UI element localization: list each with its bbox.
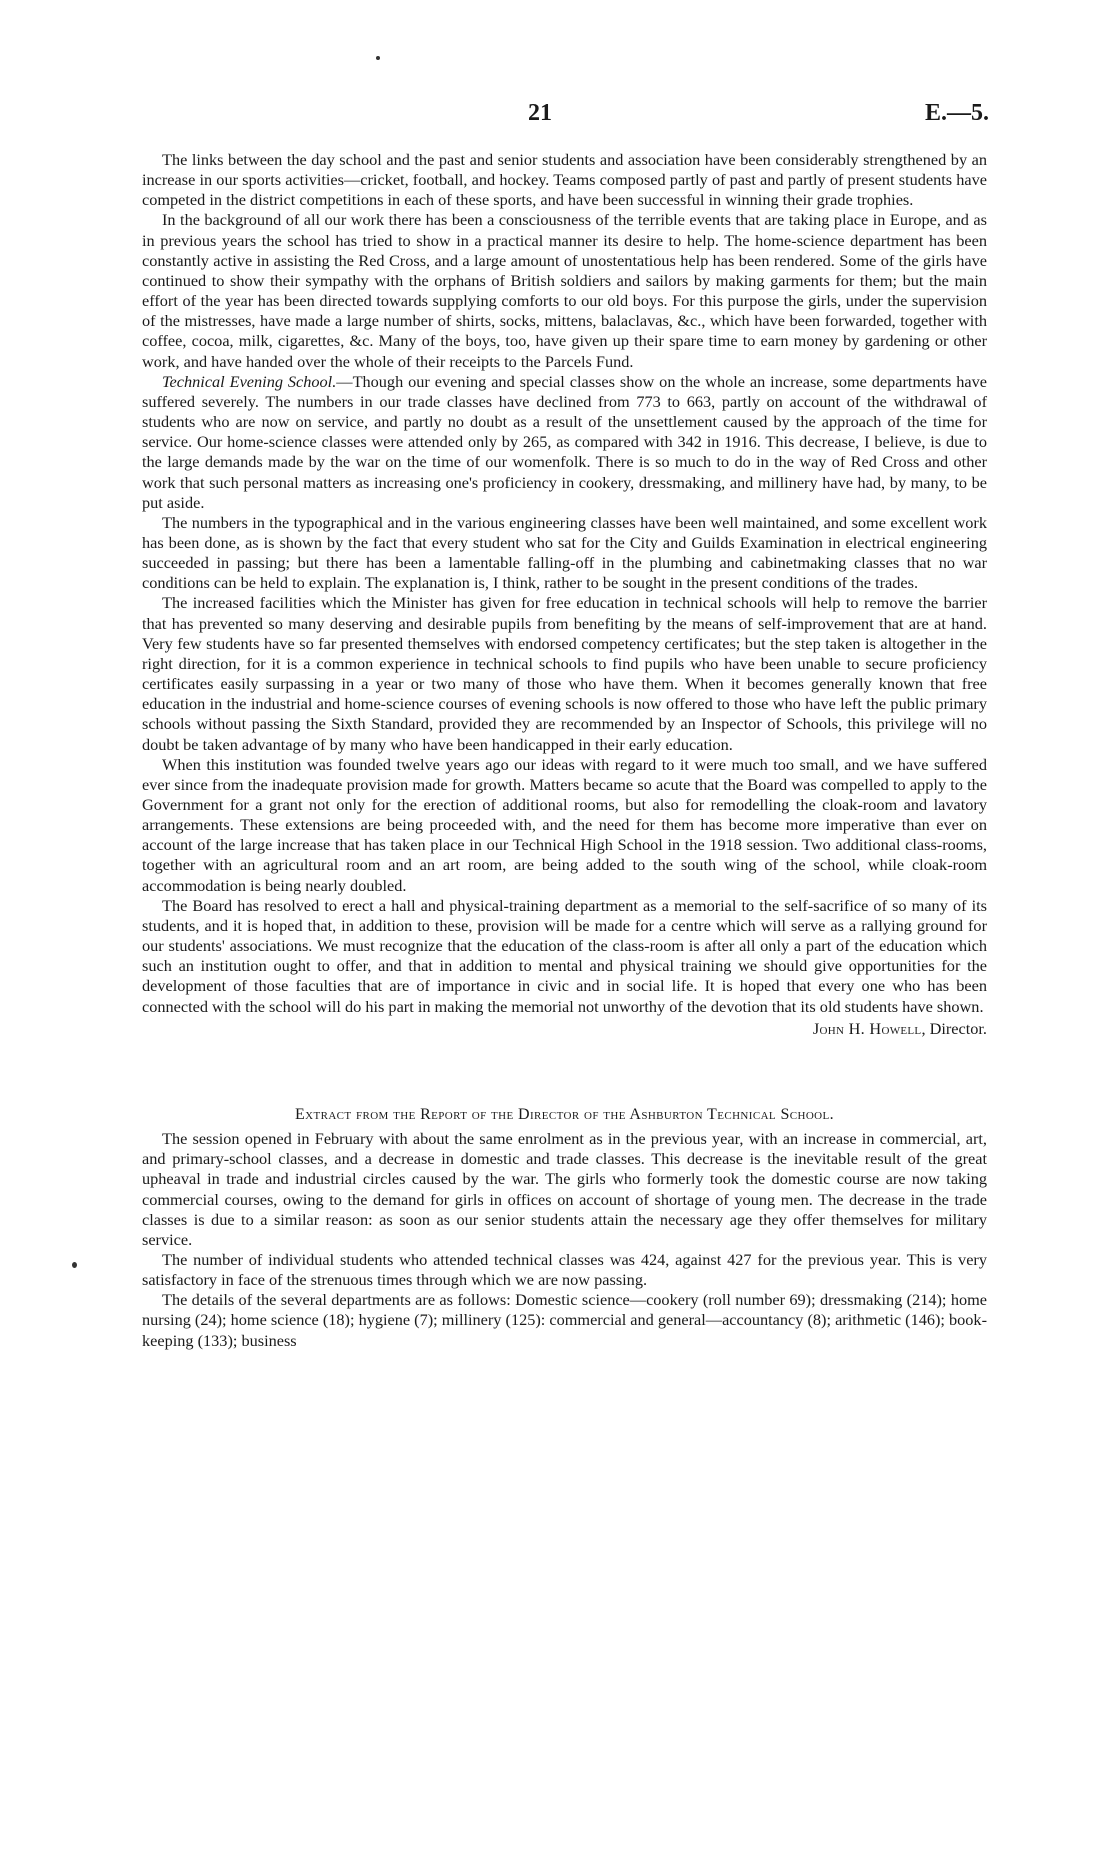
signature-name: John H. Howell (812, 1018, 922, 1038)
print-speck (72, 1262, 77, 1268)
paragraph-sports: The links between the day school and the past and senior students and association have been considerably strengthened by an increase in our sports activities—cricket, football, and hockey. Teams composed partly of past and partly of present students have competed in the district competitions in each of these sports, and have been successful in winning their grade trophies. (142, 150, 987, 210)
paragraph-free-education: The increased facilities which the Minister has given for free education in technical schools will help to remove the barrier that has prevented so many deserving and desirable pupils from benefiting by the means of self-improvement that are at hand. Very few students have so far presented themselves with endorsed competency certificates; but the step taken is altogether in the right direction, for it is a common experience in technical schools to find pupils who have been unable to secure proficiency certificates easily surpassing in a year or two many of those who have them. When it becomes generally known that free education in the industrial and home-science courses of evening schools is now offered to those who have left the public primary schools without passing the Sixth Standard, provided they are recommended by an Inspector of Schools, this privilege will no doubt be taken advantage of by many who have been handicapped in their early education. (142, 593, 987, 754)
ashburton-report-section (142, 1105, 987, 1351)
signature-title: , Director. (921, 1018, 987, 1038)
signature (142, 1019, 987, 1039)
paragraph-enrolment: The session opened in February with about the same enrolment as in the previous year, with an increase in commercial, art, and primary-school classes, and a decrease in domestic and trade classes. This decrease is the inevitable result of the great upheaval in trade and industrial circles caused by the war. The girls who formerly took the domestic course are now taking commercial courses, owing to the demand for girls in offices on account of shortage of young men. The decrease in the trade classes is due to a similar reason: as soon as our senior students attain the necessary age they offer themselves for military service. (142, 1129, 987, 1249)
page-number: 21 (528, 100, 552, 126)
document-body (142, 150, 987, 1351)
paragraph-department-details: The details of the several departments are as follows: Domestic science—cookery (roll number 69); dressmaking (214); home nursing (24); home science (18); hygiene (7); millinery (125): commercial and general—accountancy (8); arithmetic (146); book-keeping (133); business (142, 1290, 987, 1350)
paragraph-memorial: The Board has resolved to erect a hall and physical-training department as a memorial to the self-sacrifice of so many of its students, and it is hoped that, in addition to these, provision will be made for a centre which will serve as a rallying ground for our students' associations. We must recognize that the education of the class-room is after all only a part of the education which such an institution ought to offer, and that in addition to mental and physical training we should give opportunities for the development of those faculties that are of importance in civic and in social life. It is hoped that every one who has been connected with the school will do his part in making the memorial not unworthy of the devotion that its old students have shown. (142, 895, 987, 1016)
paragraph-war-effort: In the background of all our work there has been a consciousness of the terrible events that are taking place in Europe, and as in previous years the school has tried to show in a practical manner its desire to help. The home-science department has been constantly active in assisting the Red Cross, and a large amount of unostentatious help has been rendered. Some of the girls have continued to show their sympathy with the orphans of British soldiers and sailors by making garments for them; but the main effort of the year has been directed towards supplying comforts to our old boys. For this purpose the girls, under the supervision of the mistresses, have made a large number of shirts, socks, mittens, balaclavas, &c., which have been forwarded, together with coffee, cocoa, milk, cigarettes, &c. Many of the boys, too, have given up their spare time to earn money by gardening or other work, and have handed over the whole of their receipts to the Parcels Fund. (142, 210, 987, 371)
section-heading: Extract from the Report of the Director of the Ashburton Technical School. (294, 1105, 835, 1123)
paragraph-student-numbers: The number of individual students who attended technical classes was 424, against 427 for the previous year. This is very satisfactory in face of the strenuous times through which we are now passing. (142, 1249, 987, 1290)
document-reference: E.—5. (925, 100, 990, 126)
paragraph-lead-heading: Technical Evening School. (162, 371, 337, 391)
paragraph-extensions: When this institution was founded twelve years ago our ideas with regard to it were much too small, and we have suffered ever since from the inadequate provision made for growth. Matters became so acute that the Board was compelled to apply to the Government for a grant not only for the erection of additional rooms, but also for remodelling the cloak-room and lavatory arrangements. These extensions are being proceeded with, and the need for them has become more imperative than ever on account of the large increase that has taken place in our Technical High School in the 1918 session. Two additional class-rooms, together with an agricultural room and an art room, are being added to the south wing of the school, while cloak-room accommodation is being nearly doubled. (142, 754, 987, 895)
wellington-report-section (142, 150, 987, 1039)
page-header (0, 100, 1114, 140)
print-speck (376, 56, 380, 60)
paragraph-typographical: The numbers in the typographical and in the various engineering classes have been well maintained, and some excellent work has been done, as is shown by the fact that every student who sat for the City and Guilds Examination in electrical engineering succeeded in passing; but there has been a lamentable falling-off in the plumbing and cabinetmaking classes that no war conditions can be held to explain. The explanation is, I think, rather to be sought in the present conditions of the trades. (142, 512, 987, 593)
paragraph-evening-school (142, 372, 987, 513)
paragraph-text: —Though our evening and special classes show on the whole an increase, some departments have suffered severely. The numbers in our trade classes have declined from 773 to 663, partly on account of the withdrawal of students who are now on service, and partly no doubt as a result of the unsettlement caused by the approach of the time for service. Our home-science classes were attended only by 265, as compared with 342 in 1916. This decrease, I believe, is due to the large demands made by the war on the time of our womenfolk. There is so much to do in the way of Red Cross and other work that such personal matters as increasing one's proficiency in cookery, dressmaking, and millinery have had, by many, to be put aside. (142, 371, 987, 512)
